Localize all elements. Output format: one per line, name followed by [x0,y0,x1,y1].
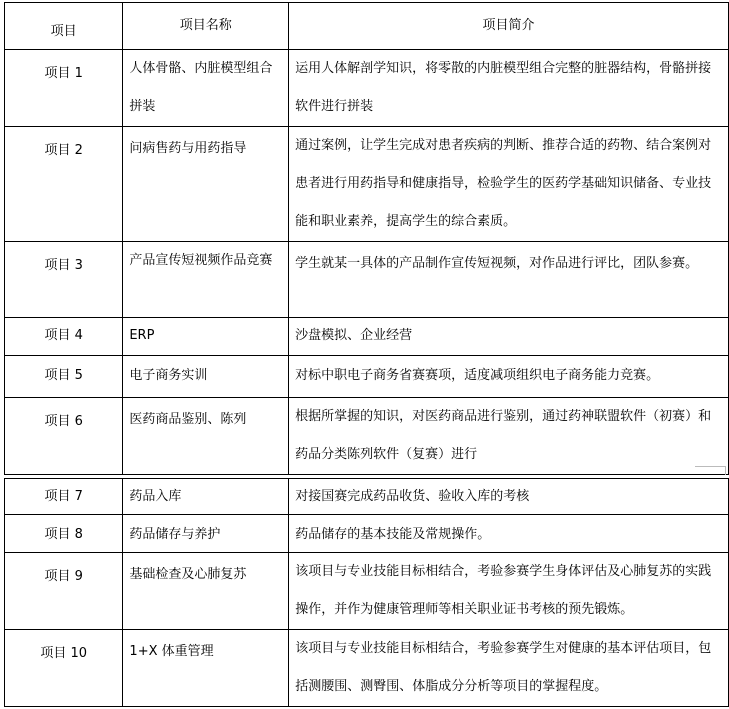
project-id: 项目 7 [5,479,123,515]
header-project: 项目 [5,3,123,50]
project-name: 产品宣传短视频作品竞赛 [123,242,289,318]
page-break-mark [695,466,726,475]
table-row [5,127,729,242]
project-id: 项目 9 [5,553,123,630]
project-id: 项目 1 [5,50,123,127]
project-table-part1 [4,2,729,475]
project-id: 项目 4 [5,318,123,356]
project-desc: 该项目与专业技能目标相结合，考验参赛学生对健康的基本评估项目，包括测腰围、测臀围、体脂成分分析等项目的掌握程度。 [289,630,729,707]
project-id: 项目 6 [5,398,123,475]
project-id: 项目 8 [5,515,123,553]
table-row [5,356,729,398]
project-desc: 通过案例，让学生完成对患者疾病的判断、推荐合适的药物、结合案例对患者进行用药指导和健康指导，检验学生的医药学基础知识储备、专业技能和职业素养，提高学生的综合素质。 [289,127,729,242]
table-row [5,242,729,318]
project-name: 药品储存与养护 [123,515,289,553]
project-name: 问病售药与用药指导 [123,127,289,242]
table-row [5,50,729,127]
project-id: 项目 2 [5,127,123,242]
project-desc: 运用人体解剖学知识，将零散的内脏模型组合完整的脏器结构，骨骼拼接软件进行拼装 [289,50,729,127]
project-desc: 根据所掌握的知识，对医药商品进行鉴别，通过药神联盟软件（初赛）和药品分类陈列软件（复赛）进行 [289,398,729,475]
table-row [5,318,729,356]
header-row [5,3,729,50]
project-desc: 对标中职电子商务省赛赛项，适度减项组织电子商务能力竞赛。 [289,356,729,398]
header-project-name: 项目名称 [123,3,289,50]
header-project-desc: 项目简介 [289,3,729,50]
project-desc: 学生就某一具体的产品制作宣传短视频，对作品进行评比，团队参赛。 [289,242,729,318]
project-id: 项目 10 [5,630,123,707]
table-row [5,479,729,515]
project-name: 医药商品鉴别、陈列 [123,398,289,475]
table-row [5,630,729,707]
project-name: ERP [123,318,289,356]
project-name: 药品入库 [123,479,289,515]
project-table-part2 [4,478,729,707]
project-name: 1+X 体重管理 [123,630,289,707]
table-row [5,553,729,630]
project-name: 人体骨骼、内脏模型组合拼装 [123,50,289,127]
project-desc: 沙盘模拟、企业经营 [289,318,729,356]
project-desc: 该项目与专业技能目标相结合，考验参赛学生身体评估及心肺复苏的实践操作，并作为健康管理师等相关职业证书考核的预先锻炼。 [289,553,729,630]
project-id: 项目 5 [5,356,123,398]
project-id: 项目 3 [5,242,123,318]
project-name: 电子商务实训 [123,356,289,398]
table-row [5,398,729,475]
table-row [5,515,729,553]
project-desc: 对接国赛完成药品收货、验收入库的考核 [289,479,729,515]
project-desc: 药品储存的基本技能及常规操作。 [289,515,729,553]
project-name: 基础检查及心肺复苏 [123,553,289,630]
